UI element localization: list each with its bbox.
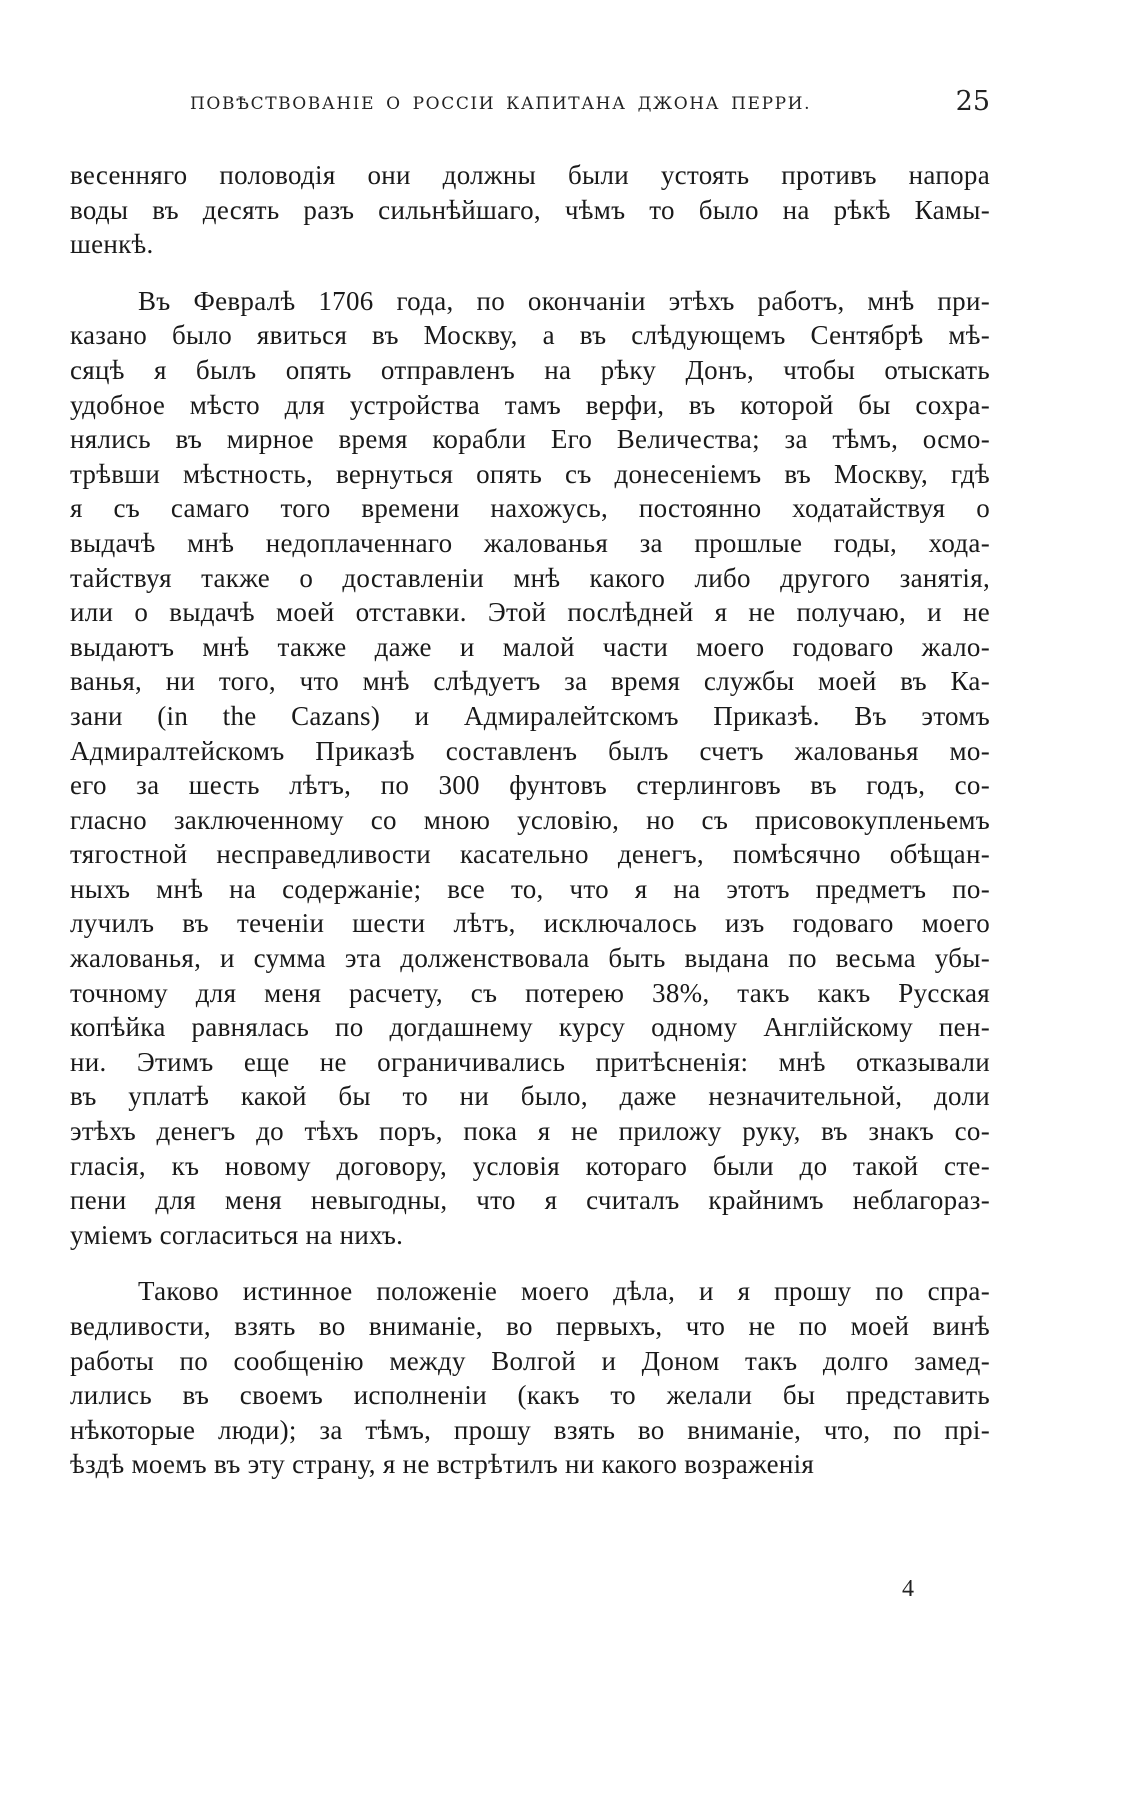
paragraph-gap: [70, 262, 990, 284]
page-number: 25: [955, 86, 990, 117]
text-line: жалованья, и сумма эта долженствовала быть выдана по весьма убы-: [70, 943, 990, 974]
text-line: выдаютъ мнѣ также даже и малой части моего годоваго жало-: [70, 631, 990, 662]
text-line: работы по сообщенію между Волгой и Доном такъ долго замед-: [70, 1345, 990, 1376]
text-line: точному для меня расчету, съ потерею 38%, такъ какъ Русская: [70, 977, 990, 1008]
signature-mark: 4: [902, 1576, 914, 1602]
text-line: его за шесть лѣтъ, по 300 фунтовъ стерлинговъ въ годъ, со-: [70, 770, 990, 801]
text-line: ныхъ мнѣ на содержаніе; все то, что я на этотъ предметъ по-: [70, 873, 990, 904]
text-line: или о выдачѣ моей отставки. Этой послѣдней я не получаю, и не: [70, 597, 990, 628]
text-line: копѣйка равнялась по догдашнему курсу одному Англійскому пен-: [70, 1012, 990, 1043]
text-line: сяцѣ я былъ опять отправленъ на рѣку Донъ, чтобы отыскать: [70, 354, 990, 385]
text-line: Таково истинное положеніе моего дѣла, и я прошу по спра-: [138, 1276, 990, 1307]
text-line: тайствуя также о доставленіи мнѣ какого либо другого занятія,: [70, 562, 990, 593]
paragraph: [70, 284, 990, 1253]
text-line: воды въ десять разъ сильнѣйшаго, чѣмъ то было на рѣкѣ Камы-: [70, 194, 990, 225]
text-line: я съ самаго того времени нахожусь, постоянно ходатайствуя о: [70, 493, 990, 524]
text-line: Адмиралтейскомъ Приказѣ составленъ былъ счетъ жалованья мо-: [70, 735, 990, 766]
text-line: гласія, къ новому договору, условія котораго были до такой сте-: [70, 1150, 990, 1181]
text-line: трѣвши мѣстность, вернуться опять съ донесеніемъ въ Москву, гдѣ: [70, 458, 990, 489]
text-line: зани (in the Cazans) и Адмиралейтскомъ Приказѣ. Въ этомъ: [70, 700, 990, 731]
text-line: выдачѣ мнѣ недоплаченнаго жалованья за прошлые годы, хода-: [70, 527, 990, 558]
text-line: пени для меня невыгодны, что я считалъ крайнимъ неблагораз-: [70, 1185, 990, 1216]
text-line: гласно заключенному со мною условію, но съ присовокупленьемъ: [70, 804, 990, 835]
running-title: ПОВѢСТВОВАНІЕ О РОССІИ КАПИТАНА ДЖОНА ПЕРРИ.: [190, 94, 812, 114]
text-line: нѣкоторые люди); за тѣмъ, прошу взять во вниманіе, что, по прі-: [70, 1414, 990, 1445]
text-line: ѣздѣ моемъ въ эту страну, я не встрѣтилъ ни какого возраженія: [70, 1449, 815, 1480]
text-line: казано было явиться въ Москву, а въ слѣдующемъ Сентябрѣ мѣ-: [70, 320, 990, 351]
text-line: Въ Февралѣ 1706 года, по окончаніи этѣхъ работъ, мнѣ при-: [138, 285, 990, 316]
text-line: нялись въ мирное время корабли Его Величества; за тѣмъ, осмо-: [70, 424, 990, 455]
text-line: тягостной несправедливости касательно денегъ, помѣсячно обѣщан-: [70, 839, 990, 870]
text-line: ванья, ни того, что мнѣ слѣдуетъ за время службы моей въ Ка-: [70, 666, 990, 697]
body-text: [70, 158, 990, 1482]
text-line: шенкѣ.: [70, 229, 154, 260]
text-line: удобное мѣсто для устройства тамъ верфи, въ которой бы сохра-: [70, 389, 990, 420]
paragraph: [70, 1274, 990, 1482]
paragraph-gap: [70, 1252, 990, 1274]
text-line: весенняго половодія они должны были устоять противъ напора: [70, 160, 990, 190]
text-line: этѣхъ денегъ до тѣхъ поръ, пока я не приложу руку, въ знакъ со-: [70, 1116, 990, 1147]
text-line: въ уплатѣ какой бы то ни было, даже незначительной, доли: [70, 1081, 990, 1112]
text-line: ни. Этимъ еще не ограничивались притѣсненія: мнѣ отказывали: [70, 1046, 990, 1077]
text-line: ведливости, взять во вниманіе, во первыхъ, что не по моей винѣ: [70, 1311, 990, 1341]
text-line: лились въ своемъ исполненіи (какъ то желали бы представить: [70, 1380, 990, 1411]
text-line: уміемъ согласиться на нихъ.: [70, 1219, 404, 1250]
paragraph: [70, 158, 990, 262]
running-header: [190, 86, 990, 126]
text-line: лучилъ въ теченіи шести лѣтъ, исключалось изъ годоваго моего: [70, 908, 990, 939]
